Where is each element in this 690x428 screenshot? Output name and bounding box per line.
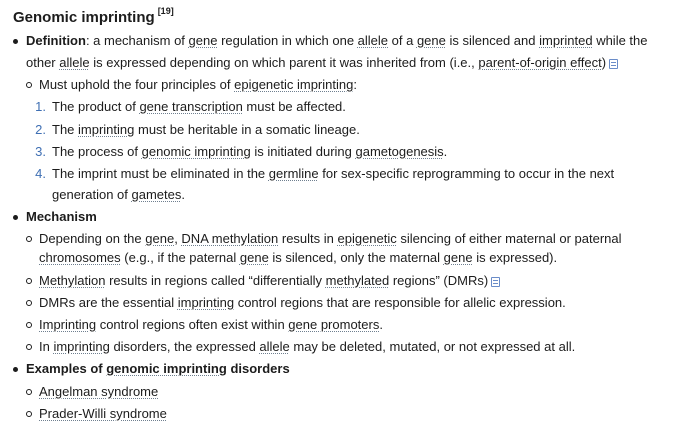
citation-icon[interactable] bbox=[491, 277, 500, 287]
text-span: The product of bbox=[52, 99, 140, 114]
list-line bbox=[12, 208, 97, 226]
glossary-link[interactable]: parent-of-origin effect bbox=[478, 55, 602, 70]
glossary-link[interactable]: gene bbox=[443, 250, 473, 265]
text-span: . bbox=[181, 187, 186, 202]
text-span: is silenced, only the maternal bbox=[268, 250, 444, 265]
text-span: is initiated during bbox=[250, 144, 356, 159]
text-span: The imprint must be eliminated in the bbox=[52, 166, 269, 181]
list-line bbox=[12, 316, 383, 334]
text-span: for sex-specific reprogramming to occur in the next bbox=[318, 166, 615, 181]
text-span: generation of bbox=[52, 187, 132, 202]
glossary-link[interactable]: imprinting bbox=[177, 295, 235, 310]
text-span: : bbox=[353, 77, 357, 92]
glossary-link[interactable]: imprinting bbox=[78, 122, 135, 137]
bullet-circle-icon bbox=[26, 322, 32, 328]
glossary-link[interactable]: imprinting bbox=[53, 339, 110, 354]
list-line bbox=[12, 338, 575, 356]
text-span: In bbox=[39, 339, 54, 354]
text-span: . bbox=[379, 317, 383, 332]
glossary-link[interactable]: genomic imprinting bbox=[141, 144, 251, 159]
text-span: . bbox=[443, 144, 448, 159]
glossary-link[interactable]: DNA methylation bbox=[181, 231, 279, 246]
glossary-link[interactable]: chromosomes bbox=[39, 250, 121, 265]
citation-icon[interactable] bbox=[609, 59, 618, 69]
bullet-circle-icon bbox=[26, 278, 32, 284]
bullet-circle-icon bbox=[26, 300, 32, 306]
bullet-circle-icon bbox=[26, 389, 32, 395]
list-line bbox=[12, 405, 167, 423]
text-span: Depending on the bbox=[39, 231, 146, 246]
glossary-link[interactable]: genomic imprinting bbox=[106, 361, 227, 376]
list-line bbox=[12, 383, 158, 401]
glossary-link[interactable]: allele bbox=[59, 55, 90, 70]
bullet-circle-icon bbox=[26, 236, 32, 242]
glossary-link[interactable]: allele bbox=[357, 33, 389, 48]
glossary-link[interactable]: Imprinting bbox=[39, 317, 97, 332]
text-span: The process of bbox=[52, 144, 142, 159]
text-span: is expressed depending on which parent it was inherited from (i.e., bbox=[89, 55, 479, 70]
bullet-disc-icon bbox=[13, 215, 18, 220]
list-line bbox=[12, 294, 566, 312]
reference-link[interactable]: [19] bbox=[157, 6, 174, 16]
glossary-link[interactable]: imprinted bbox=[539, 33, 593, 48]
glossary-link[interactable]: epigenetic bbox=[337, 231, 397, 246]
text-span: silencing of either maternal or paternal bbox=[396, 231, 622, 246]
text-span: The bbox=[52, 122, 79, 137]
bold-text: Mechanism bbox=[26, 209, 97, 224]
list-line bbox=[12, 32, 648, 50]
glossary-link[interactable]: gene promoters bbox=[288, 317, 380, 332]
list-line bbox=[12, 76, 357, 94]
list-line bbox=[12, 186, 185, 204]
text-span: ) bbox=[601, 55, 607, 70]
glossary-link[interactable]: gene bbox=[145, 231, 175, 246]
text-span: may be deleted, mutated, or not expressed at all. bbox=[289, 339, 576, 354]
text-span: , bbox=[174, 231, 182, 246]
glossary-link[interactable]: gametogenesis bbox=[355, 144, 444, 159]
bold-text: disorders bbox=[226, 361, 290, 376]
text-span: disorders, the expressed bbox=[109, 339, 260, 354]
glossary-link[interactable]: gametes bbox=[131, 187, 182, 202]
text-span: control regions that are responsible for allelic expression. bbox=[234, 295, 566, 310]
text-span: is expressed). bbox=[472, 250, 558, 265]
glossary-link[interactable]: epigenetic imprinting bbox=[234, 77, 354, 92]
text-span: regulation in which one bbox=[217, 33, 358, 48]
text-span: other bbox=[26, 55, 60, 70]
text-span: results in regions called “differentially bbox=[105, 273, 326, 288]
glossary-link[interactable]: gene bbox=[188, 33, 218, 48]
list-line bbox=[12, 360, 290, 378]
text-span: of a bbox=[388, 33, 417, 48]
text-span: DMRs are the essential bbox=[39, 295, 178, 310]
glossary-link[interactable]: gene bbox=[416, 33, 446, 48]
text-span: is silenced and bbox=[445, 33, 540, 48]
text-span: must be heritable in a somatic lineage. bbox=[134, 122, 360, 137]
bullet-circle-icon bbox=[26, 411, 32, 417]
list-line bbox=[12, 249, 557, 267]
bullet-disc-icon bbox=[13, 367, 18, 372]
glossary-link[interactable]: gene bbox=[239, 250, 269, 265]
bold-text: Examples of bbox=[26, 361, 107, 376]
list-number: 2. bbox=[35, 122, 46, 137]
glossary-link[interactable]: Methylation bbox=[39, 273, 106, 288]
list-line bbox=[12, 54, 618, 72]
title-text: Genomic imprinting bbox=[13, 9, 155, 26]
glossary-link[interactable]: methylated bbox=[325, 273, 390, 288]
text-span: Must uphold the four principles of bbox=[39, 77, 235, 92]
list-line bbox=[12, 98, 346, 116]
list-line bbox=[12, 121, 360, 139]
list-line bbox=[12, 230, 622, 248]
glossary-link[interactable]: Angelman syndrome bbox=[39, 384, 159, 399]
text-span: regions” (DMRs) bbox=[389, 273, 489, 288]
text-span: (e.g., if the paternal bbox=[120, 250, 240, 265]
list-line bbox=[12, 165, 614, 183]
glossary-link[interactable]: Prader-Willi syndrome bbox=[39, 406, 167, 421]
text-span: while the bbox=[592, 33, 648, 48]
glossary-link[interactable]: allele bbox=[259, 339, 290, 354]
list-number: 1. bbox=[35, 99, 46, 114]
glossary-link[interactable]: germline bbox=[268, 166, 319, 181]
text-span: control regions often exist within bbox=[96, 317, 289, 332]
text-span: results in bbox=[278, 231, 338, 246]
bullet-disc-icon bbox=[13, 39, 18, 44]
list-line bbox=[12, 272, 500, 290]
text-span: must be affected. bbox=[242, 99, 346, 114]
bullet-circle-icon bbox=[26, 82, 32, 88]
list-number: 3. bbox=[35, 144, 46, 159]
list-line bbox=[12, 143, 447, 161]
section-title bbox=[12, 6, 678, 29]
glossary-link[interactable]: gene transcription bbox=[139, 99, 243, 114]
text-span: : a mechanism of bbox=[85, 33, 189, 48]
bullet-circle-icon bbox=[26, 344, 32, 350]
list-number: 4. bbox=[35, 166, 46, 181]
bold-text: Definition bbox=[26, 33, 86, 48]
